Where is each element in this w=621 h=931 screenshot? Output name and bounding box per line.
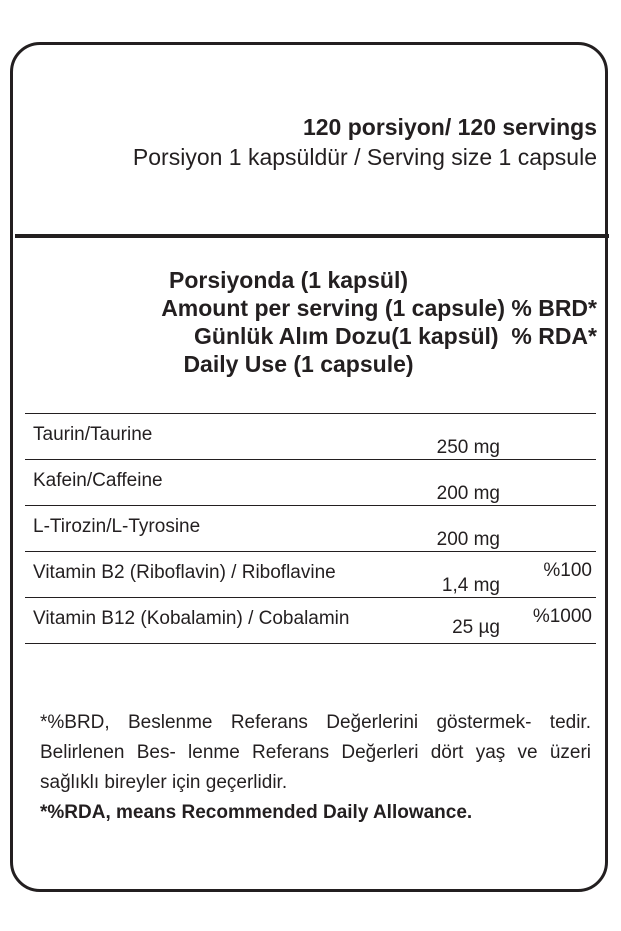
nutrient-name: Vitamin B2 (Riboflavin) / Riboflavine [33, 562, 336, 583]
nutrient-name: Taurin/Taurine [33, 424, 153, 445]
footnote-rda: *%RDA, means Recommended Daily Allowance. [40, 802, 473, 823]
nutrient-name: L-Tirozin/L-Tyrosine [33, 516, 201, 537]
daily-use-header-line-en: Daily Use (1 capsule) [183, 351, 414, 377]
nutrient-amount: 1,4 mg [441, 575, 500, 596]
servings-count: 120 porsiyon/ 120 servings [302, 114, 597, 140]
amount-header-line-en: Amount per serving (1 capsule) % BRD* [161, 295, 597, 321]
table-row [25, 598, 596, 644]
section-divider [15, 234, 609, 238]
footnote-brd: *%BRD, Beslenme Referans Değerlerini göstermek- tedir. Belirlenen Bes- lenme Referans Değerleri dört yaş ve üzeri sağlıklı bireyler için geçerlidir. [40, 712, 591, 793]
table-row [25, 460, 596, 506]
amount-header-line-tr: Porsiyonda (1 kapsül) [168, 267, 408, 293]
table-row [25, 552, 596, 598]
nutrient-name: Kafein/Caffeine [33, 470, 163, 491]
nutrient-amount: 200 mg [436, 529, 500, 550]
nutrient-percent: %100 [543, 560, 592, 581]
servings-block [133, 112, 597, 172]
table-row [25, 414, 596, 460]
nutrient-amount: 200 mg [436, 483, 500, 504]
table-row [25, 506, 596, 552]
nutrient-table [25, 413, 596, 644]
nutrient-name: Vitamin B12 (Kobalamin) / Cobalamin [33, 608, 350, 629]
nutrient-amount: 25 µg [452, 617, 500, 638]
footnotes [40, 708, 591, 828]
nutrient-percent: %1000 [532, 606, 592, 627]
daily-dose-header-line-tr: Günlük Alım Dozu(1 kapsül) % RDA* [194, 323, 597, 349]
serving-size: Porsiyon 1 kapsüldür / Serving size 1 capsule [132, 144, 597, 170]
amount-per-serving-header [20, 266, 597, 378]
nutrient-amount: 250 mg [436, 437, 500, 458]
